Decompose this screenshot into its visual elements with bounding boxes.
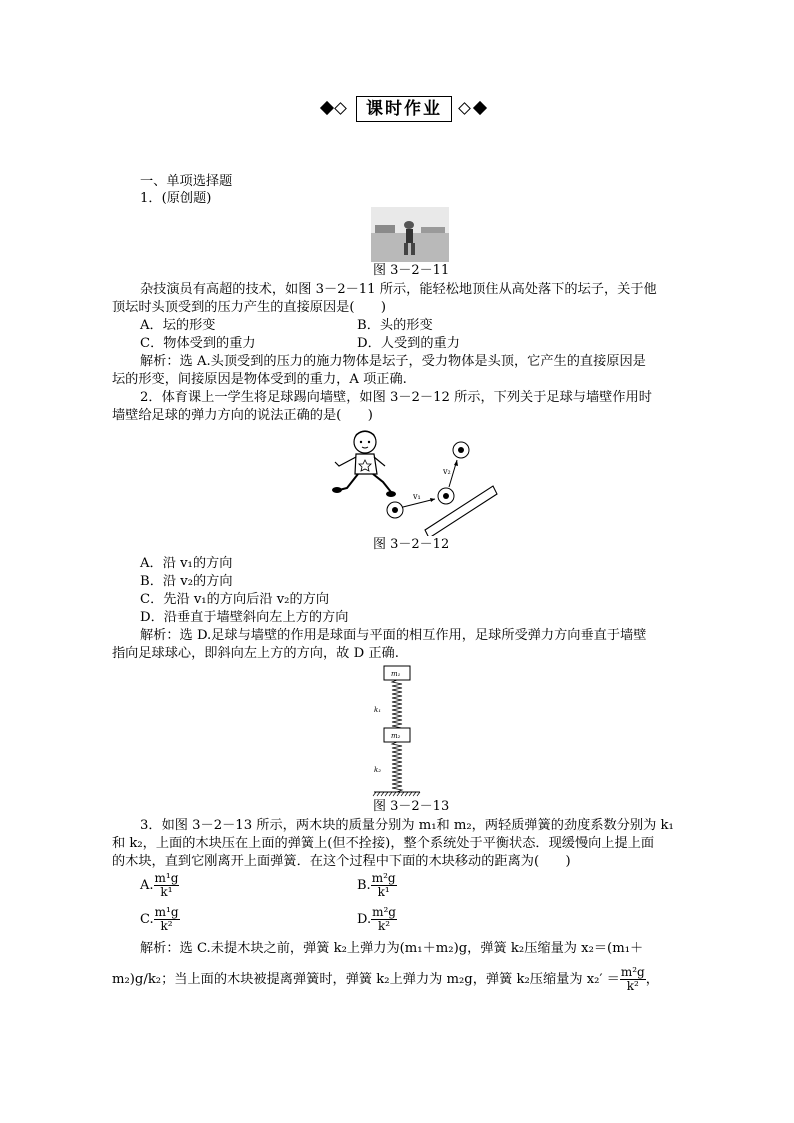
soccer-ball (438, 488, 454, 504)
svg-text:m₁: m₁ (391, 670, 401, 678)
svg-text:m₂: m₂ (391, 732, 401, 740)
diamond-icon (473, 101, 487, 115)
diamond-outline-icon (458, 102, 471, 115)
q1-analysis-line: 解析：选 A.头顶受到的压力的施力物体是坛子，受力物体是头顶，它产生的直接原因是 (140, 354, 646, 369)
q2-option-c: C．先沿 v₁的方向后沿 v₂的方向 (140, 592, 330, 607)
q2-stem-line: 墙壁给足球的弹力方向的说法正确的是( ) (112, 408, 373, 423)
acrobat-photo (371, 207, 449, 262)
q1-option-c: C．物体受到的重力 (140, 336, 256, 351)
figure-caption: 图 3－2－12 (373, 537, 450, 552)
page-header (318, 96, 488, 122)
q3-option-a: A. $\frac{\text{m¹g}}{\text{k¹}}$ (140, 871, 179, 899)
q3-stem-line: 3．如图 3－2－13 所示，两木块的质量分别为 m₁和 m₂，两轻质弹簧的劲度系数分别为 k₁ (140, 818, 674, 833)
section-heading: 一、单项选择题 (140, 174, 233, 189)
spring-k1 (392, 680, 402, 734)
q1-stem-line: 杂技演员有高超的技术，如图 3－2－11 所示，能轻松地顶住从高处落下的坛子，关于他 (140, 282, 657, 297)
q1-number: 1．(原创题) (140, 191, 212, 206)
q3-option-d: D. $\frac{\text{m²g}}{\text{k²}}$ (357, 905, 396, 933)
q2-stem-line: 2．体育课上一学生将足球踢向墙壁，如图 3－2－12 所示，下列关于足球与墙壁作用时 (140, 390, 652, 405)
soccer-ball (453, 442, 469, 458)
diamond-icon (320, 101, 334, 115)
soccer-wall-diagram (325, 424, 505, 536)
q1-option-d: D．人受到的重力 (357, 336, 460, 351)
q2-option-d: D．沿垂直于墙壁斜向左上方的方向 (140, 610, 349, 625)
svg-text:k₂: k₂ (374, 766, 382, 774)
q3-analysis-line: m₂)g/k₂；当上面的木块被提离弹簧时，弹簧 k₂上弹力为 m₂g，弹簧 k₂压缩量为 x₂′ ＝ $\frac{\text{m²g}}{\text{k²}}$ ， (112, 965, 659, 993)
q2-option-b: B．沿 v₂的方向 (140, 574, 233, 589)
q3-analysis-line: 解析：选 C.未提木块之前，弹簧 k₂上弹力为(m₁＋m₂)g，弹簧 k₂压缩量为 x₂＝(m₁＋ (140, 941, 644, 956)
q3-stem-line: 的木块，直到它刚离开上面弹簧．在这个过程中下面的木块移动的距离为( ) (112, 854, 571, 869)
page-title: 课时作业 (356, 96, 452, 122)
q1-stem-line: 顶坛时头顶受到的压力产生的直接原因是( ) (112, 300, 387, 315)
spring-block-diagram (372, 664, 422, 798)
q3-option-b: B. $\frac{\text{m²g}}{\text{k¹}}$ (357, 871, 396, 899)
v1-label: v₁ (413, 492, 421, 501)
q1-option-a: A．坛的形变 (140, 318, 216, 333)
svg-text:k₁: k₁ (374, 706, 382, 714)
q1-analysis-line: 坛的形变，间接原因是物体受到的重力，A 项正确. (112, 372, 407, 387)
figure-caption: 图 3－2－13 (373, 799, 450, 814)
figure-caption: 图 3－2－11 (373, 263, 450, 278)
q1-option-b: B．头的形变 (357, 318, 433, 333)
diamond-outline-icon (334, 102, 347, 115)
spring-k2 (392, 742, 402, 792)
q3-option-c: C. $\frac{\text{m¹g}}{\text{k²}}$ (140, 905, 179, 933)
v2-label: v₂ (443, 467, 451, 476)
q2-analysis-line: 指向足球球心，即斜向左上方的方向，故 D 正确. (112, 646, 399, 661)
wall (425, 486, 497, 536)
soccer-ball (387, 502, 403, 518)
q2-option-a: A．沿 v₁的方向 (140, 556, 233, 571)
q2-analysis-line: 解析：选 D.足球与墙壁的作用是球面与平面的相互作用，足球所受弹力方向垂直于墙壁 (140, 628, 647, 643)
q3-stem-line: 和 k₂，上面的木块压在上面的弹簧上(但不拴接)，整个系统处于平衡状态．现缓慢向上提上面 (112, 836, 655, 851)
